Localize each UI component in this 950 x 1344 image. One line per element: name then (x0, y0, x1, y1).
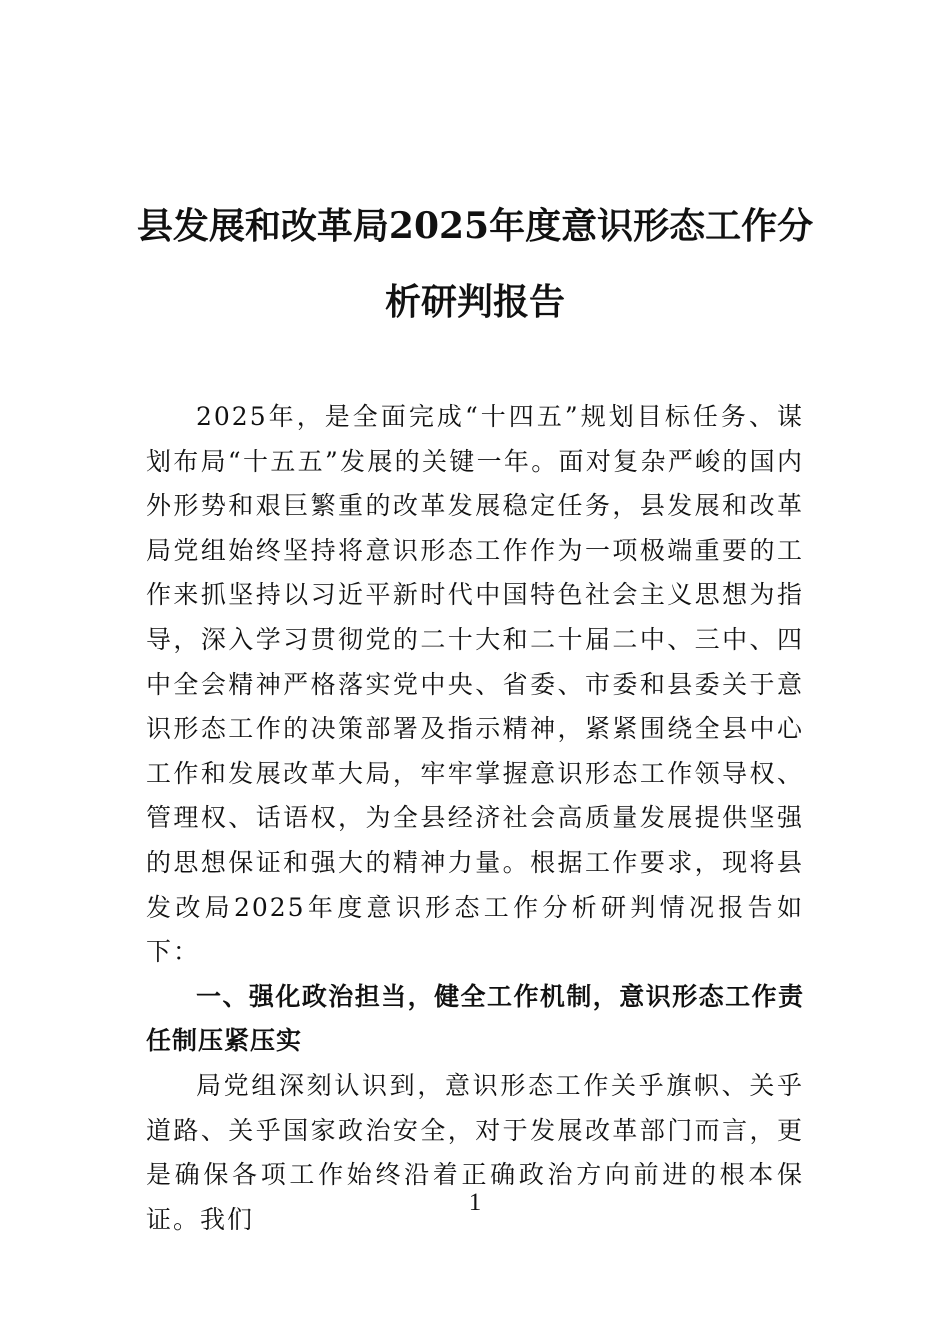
title-line-1: 县发展和改革局2025年度意识形态工作分 (136, 205, 814, 247)
section-1-heading: 一、强化政治担当，健全工作机制，意识形态工作责任制压紧压实 (146, 981, 804, 1056)
document-title (120, 188, 830, 340)
title-line-2: 析研判报告 (384, 281, 565, 323)
intro-paragraph: 2025年，是全面完成“十四五”规划目标任务、谋划布局“十五五”发展的关键一年。面对复杂严峻的国内外形势和艰巨繁重的改革发展稳定任务，县发展和改革局党组始终坚持将意识形态工作作为一项极端重要的工作来抓坚持以习近平新时代中国特色社会主义思想为指导，深入学习贯彻党的二十大和二十届二中、三中、四中全会精神严格落实党中央、省委、市委和县委关于意识形态工作的决策部署及指示精神，紧紧围绕全县中心工作和发展改革大局，牢牢掌握意识形态工作领导权、管理权、话语权，为全县经济社会高质量发展提供坚强的思想保证和强大的精神力量。根据工作要求，现将县发改局2025年度意识形态工作分析研判情况报告如下： (146, 402, 804, 967)
section-1-paragraph: 局党组深刻认识到，意识形态工作关乎旗帜、关乎道路、关乎国家政治安全，对于发展改革部门而言，更是确保各项工作始终沿着正确政治方向前进的根本保证。我们 (146, 1070, 804, 1234)
page-number: 1 (468, 1189, 482, 1216)
document-body (146, 395, 804, 1242)
